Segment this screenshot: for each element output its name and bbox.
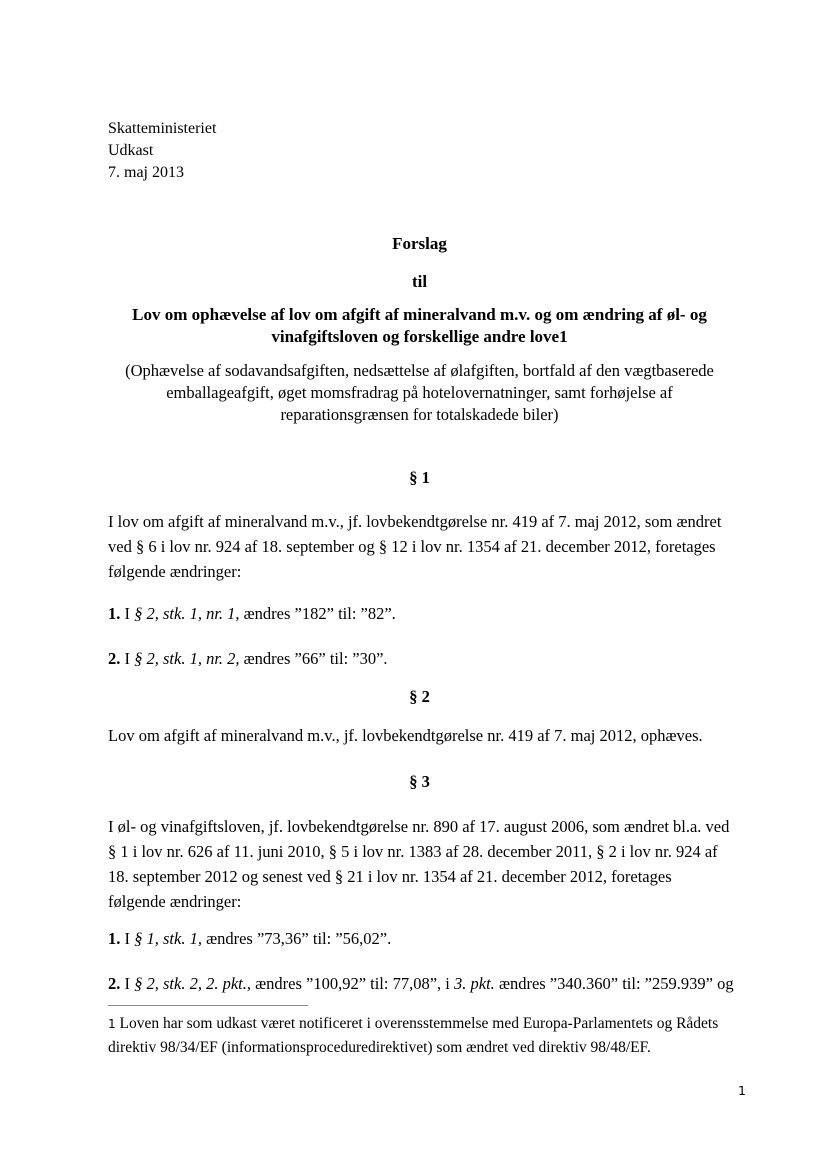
document-title: [108, 304, 731, 348]
section-1-item-1: 1. I § 2, stk. 1, nr. 1, ændres ”182” til: ”82”.: [108, 604, 396, 623]
section-3-intro: I øl- og vinafgiftsloven, jf. lovbekendtgørelse nr. 890 af 17. august 2006, som ændret bl.a. ved § 1 i lov nr. 626 af 11. juni 2010, § 5 i lov nr. 1383 af 28. december 2011, § 2 i lov nr. 924 af 18. september 2012 og senest ved § 21 i lov nr. 1354 af 21. december 2012, foretages følgende ændringer:: [108, 817, 730, 911]
footnote: [108, 1012, 731, 1059]
section-1-item-2: 2. I § 2, stk. 1, nr. 2, ændres ”66” til: ”30”.: [108, 649, 388, 668]
section-1-intro: I lov om afgift af mineralvand m.v., jf. lovbekendtgørelse nr. 419 af 7. maj 2012, som ændret ved § 6 i lov nr. 924 af 18. september og § 12 i lov nr. 1354 af 21. december 2012, foretages følgende ændringer:: [108, 512, 722, 581]
header-ministry: Skatteministeriet: [108, 120, 217, 137]
section-1-heading: § 1: [409, 468, 430, 487]
footnote-marker: 1: [108, 1017, 116, 1031]
page-number: 1: [738, 1083, 746, 1098]
title-footnote-ref: 1: [559, 327, 568, 346]
proposal-kicker: Forslag: [392, 234, 447, 253]
document-header: [108, 0, 731, 184]
document-title-text: Lov om ophævelse af lov om afgift af mineralvand m.v. og om ændring af øl- og vinafgiftsloven og forskellige andre love: [132, 305, 707, 346]
footnote-separator: [108, 1005, 308, 1006]
section-3-item-1: 1. I § 1, stk. 1, ændres ”73,36” til: ”56,02”.: [108, 929, 392, 948]
section-2-intro: Lov om afgift af mineralvand m.v., jf. lovbekendtgørelse nr. 419 af 7. maj 2012, ophæves.: [108, 726, 703, 745]
section-3-heading: § 3: [409, 772, 430, 791]
section-2-heading: § 2: [409, 687, 430, 706]
document-subtitle: (Ophævelse af sodavandsafgiften, nedsættelse af ølafgiften, bortfald af den vægtbaserede emballageafgift, øget momsfradrag på hotelovernatninger, samt forhøjelse af reparationsgrænsen for totalskadede biler): [125, 361, 714, 424]
header-date: 7. maj 2013: [108, 164, 184, 181]
footnote-text: Loven har som udkast været notificeret i overensstemmelse med Europa-Parlamentets og Rådets direktiv 98/34/EF (informationsproceduredirektivet) som ændret ved direktiv 98/48/EF.: [108, 1015, 719, 1056]
section-3-item-2: 2. I § 2, stk. 2, 2. pkt., ændres ”100,92” til: 77,08”, i 3. pkt. ændres ”340.360” til: ”259.939” og: [108, 974, 734, 993]
header-draft-label: Udkast: [108, 142, 154, 159]
proposal-til: til: [411, 272, 428, 291]
document-content: [108, 0, 734, 1059]
